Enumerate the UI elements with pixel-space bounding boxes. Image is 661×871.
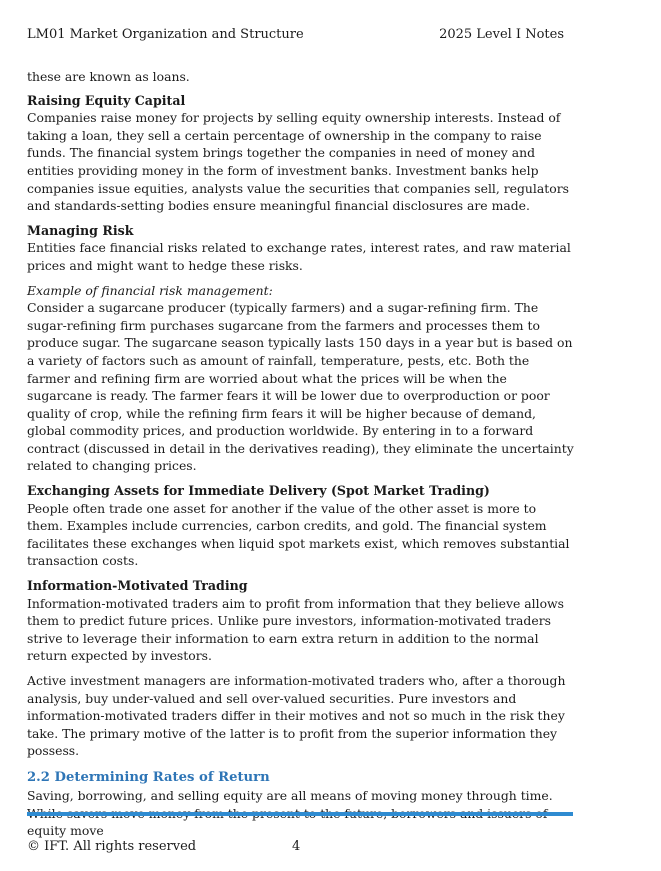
footer-copyright: © IFT. All rights reserved bbox=[27, 839, 197, 854]
paragraph-info-trading-2: Active investment managers are information-motivated traders who, after a thorough analysis, buy under-valued and sell over-valued securities. Pure investors and information-motivated traders differ in their motives and not so much in the risk they take. The primary motive of the latter is to profit from the superior information they possess. bbox=[27, 673, 566, 759]
paragraph-info-trading-1: Information-motivated traders aim to profit from information that they believe allows them to predict future prices. Unlike pure investors, information-motivated traders strive to leverage their information to earn extra return in addition to the normal return expected by investors. bbox=[27, 595, 565, 664]
page-number: 4 bbox=[292, 839, 301, 854]
section-heading-2-2: 2.2 Determining Rates of Return bbox=[27, 769, 270, 785]
page-footer bbox=[27, 839, 301, 855]
paragraph-raising-equity: Companies raise money for projects by selling equity ownership interests. Instead of taking a loan, they sell a certain percentage of ownership in the company to raise funds. The financial system brings together the companies in need of money and entities providing money in the form of investment banks. Investment banks help companies issue equities, analysts value the securities that companies sell, regulators and standards-setting bodies ensure meaningful financial disclosures are made. bbox=[27, 110, 569, 214]
heading-raising-equity: Raising Equity Capital bbox=[27, 92, 186, 108]
header-edition: 2025 Level I Notes bbox=[439, 27, 564, 42]
footer-divider bbox=[27, 812, 573, 816]
paragraph-managing-risk: Entities face financial risks related to exchange rates, interest rates, and raw material prices and might want to hedge these risks. bbox=[27, 240, 571, 273]
heading-info-trading: Information-Motivated Trading bbox=[27, 578, 248, 594]
header-title: LM01 Market Organization and Structure bbox=[27, 27, 304, 42]
paragraph-example: Consider a sugarcane producer (typically farmers) and a sugar-refining firm. The sugar-refining firm purchases sugarcane from the farmers and processes them to produce sugar. The sugarcane season typically lasts 150 days in a year but is based on a variety of factors such as amount of rainfall, temperature, pests, etc. Both the farmer and refining firm are worried about what the prices will be when the sugarcane is ready. The farmer fears it will be lower due to overproduction or poor quality of crop, while the refining firm fears it will be higher because of demand, global commodity prices, and production worldwide. By entering in to a forward contract (discussed in detail in the derivatives reading), they eliminate the uncertainty related to changing prices. bbox=[27, 300, 574, 474]
paragraph-rates-of-return: Saving, borrowing, and selling equity are all means of moving money through time. equity move bbox=[27, 787, 553, 839]
page-content bbox=[27, 68, 575, 840]
heading-managing-risk: Managing Risk bbox=[27, 222, 134, 238]
paragraph-spot-trading: People often trade one asset for another if the value of the other asset is more to them. Examples include currencies, carbon credits, and gold. The financial system facilitates these exchanges when liquid spot markets exist, which removes substantial transaction costs. bbox=[27, 500, 570, 569]
example-label: Example of financial risk management: bbox=[27, 282, 273, 298]
heading-spot-trading: Exchanging Assets for Immediate Delivery (Spot Market Trading) bbox=[27, 483, 490, 499]
intro-text: these are known as loans. bbox=[27, 69, 190, 84]
page-header bbox=[27, 27, 564, 43]
